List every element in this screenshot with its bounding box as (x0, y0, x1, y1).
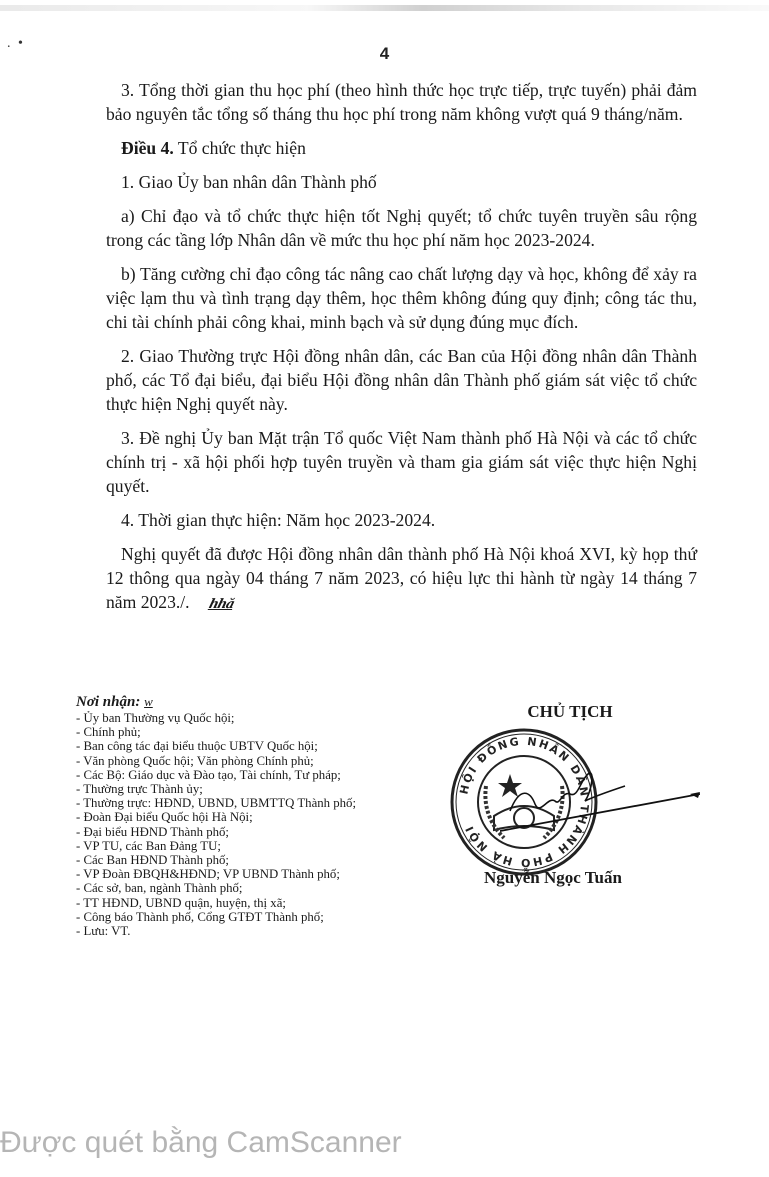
signer-title: CHỦ TỊCH (527, 702, 613, 721)
recipient-item: - Chính phủ; (76, 725, 141, 740)
recipient-item: - VP TU, các Ban Đảng TU; (76, 838, 221, 853)
paragraph-adoption (106, 542, 697, 617)
initials-mark: hhă (207, 597, 236, 612)
paragraph-item-3: 3. Đề nghị Ủy ban Mặt trận Tổ quốc Việt Nam thành phố Hà Nội và các tổ chức chính trị - xã hội phối hợp tuyên truyền và tham gia giám sát việc thực hiện Nghị quyết. (106, 428, 697, 496)
recipient-item: - Các Bộ: Giáo dục và Đào tạo, Tài chính, Tư pháp; (76, 767, 341, 782)
recipient-item: - Đoàn Đại biểu Quốc hội Hà Nội; (76, 810, 253, 825)
handwritten-signature-icon (500, 756, 700, 836)
recipient-item: - Các sở, ban, ngành Thành phố; (76, 881, 243, 896)
recipient-item: - Đại biểu HĐND Thành phố; (76, 824, 229, 839)
page-number: 4 (379, 44, 390, 63)
paragraph-tuition-duration: 3. Tổng thời gian thu học phí (theo hình thức học trực tiếp, trực tuyến) phải đảm bảo nguyên tắc tổng số tháng thu học phí trong năm không vượt quá 9 tháng/năm. (106, 80, 697, 124)
recipients-title (76, 693, 416, 711)
adoption-text: Nghị quyết đã được Hội đồng nhân dân thành phố Hà Nội khoá XVI, kỳ họp thứ 12 thông qua ngày 04 tháng 7 năm 2023, có hiệu lực thi hành từ ngày 14 tháng 7 năm 2023./. (106, 544, 697, 612)
recipients-list (76, 711, 416, 938)
recipient-item: - Các Ban HĐND Thành phố; (76, 853, 229, 868)
recipient-item: - Văn phòng Quốc hội; Văn phòng Chính phủ; (76, 753, 314, 768)
recipient-item: - Thường trực Thành ủy; (76, 782, 203, 797)
scanner-watermark: Được quét bằng CamScanner (0, 1126, 402, 1159)
corner-mark: . • (7, 36, 25, 51)
paragraph-item-1: 1. Giao Ủy ban nhân dân Thành phố (121, 172, 377, 192)
recipient-item: - Ban công tác đại biểu thuộc UBTV Quốc hội; (76, 739, 318, 754)
recipients-title-text: Nơi nhận: (76, 694, 141, 710)
signer-name: Nguyễn Ngọc Tuấn (484, 868, 622, 887)
seal-text: HỘI ĐỒNG NHÂN DÂN THÀNH PHỐ HÀ NỘI (457, 734, 592, 870)
article-label: Điều 4. (121, 138, 174, 158)
paragraph-item-1b: b) Tăng cường chỉ đạo công tác nâng cao chất lượng dạy và học, không để xảy ra việc lạm thu và tình trạng dạy thêm, học thêm không đúng quy định; công tác thu, chi tài chính phải công khai, minh bạch và sử dụng đúng mục đích. (106, 264, 697, 332)
scan-edge-artifact (0, 5, 769, 11)
document-body (106, 78, 697, 627)
recipient-item: - Thường trực: HĐND, UBND, UBMTTQ Thành phố; (76, 796, 356, 811)
recipient-item: - Công báo Thành phố, Cổng GTĐT Thành phố; (76, 909, 324, 924)
recipient-item: - Ủy ban Thường vụ Quốc hội; (76, 711, 235, 725)
recipient-item: - VP Đoàn ĐBQH&HĐND; VP UBND Thành phố; (76, 867, 340, 882)
paragraph-item-2: 2. Giao Thường trực Hội đồng nhân dân, các Ban của Hội đồng nhân dân Thành phố, các Tổ đại biểu, đại biểu Hội đồng nhân dân Thành phố giám sát việc tổ chức thực hiện Nghị quyết này. (106, 346, 697, 414)
recipient-item: - Lưu: VT. (76, 924, 131, 939)
paragraph-item-4: 4. Thời gian thực hiện: Năm học 2023-2024. (121, 510, 436, 530)
article-heading (106, 136, 697, 160)
recipients-block (76, 693, 416, 938)
paragraph-item-1a: a) Chỉ đạo và tổ chức thực hiện tốt Nghị quyết; tổ chức tuyên truyền sâu rộng trong các tầng lớp Nhân dân về mức thu học phí năm học 2023-2024. (106, 206, 697, 250)
article-title: Tổ chức thực hiện (173, 138, 306, 158)
recipients-initial-mark: w (144, 694, 153, 709)
recipient-item: - TT HĐND, UBND quận, huyện, thị xã; (76, 895, 286, 910)
